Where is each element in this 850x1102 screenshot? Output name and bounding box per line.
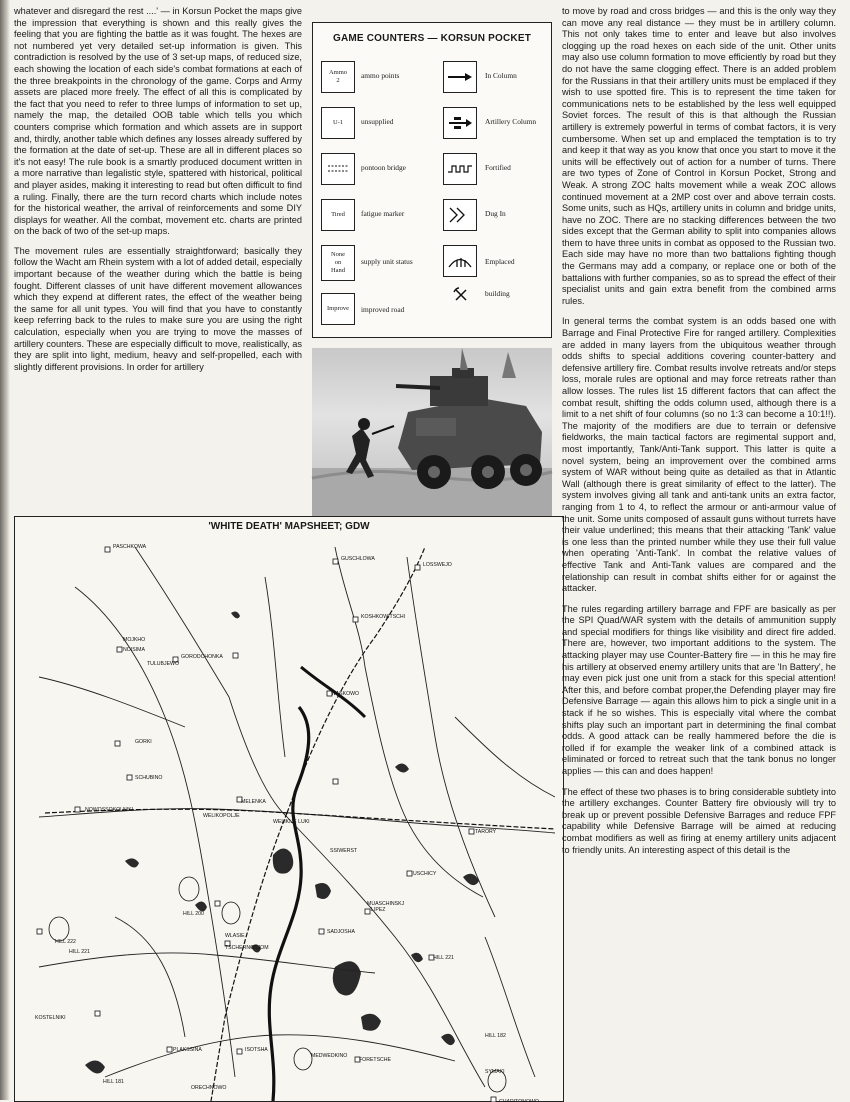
map-town-label: HILL 200 — [183, 911, 204, 917]
map-town-label: MUASCHINSKJ — [367, 901, 405, 907]
supply-status-chip — [321, 245, 355, 281]
counter-label: supply unit status — [361, 257, 413, 266]
ammo-counter-chip — [321, 61, 355, 93]
armoured-car-photo — [312, 348, 552, 518]
counter-row-improve — [313, 287, 549, 327]
counter-label: ammo points — [361, 71, 400, 80]
unsupplied-counter-chip — [321, 107, 355, 139]
fortified-icon — [443, 153, 477, 185]
counter-label-right: In Column — [485, 71, 517, 80]
paragraph-artillery-barrage: The rules regarding artillery barrage and FPF are basically as per the SPI Quad/WAR system with the details of ammunition supply and special modifiers for things like visibility and direct fire added. There are, however, two important additions to the system. The attacking player may use Counter-Battery fire — in this he may fire his artillery at observed enemy artillery units that are 'In Battery', he may even pick just one unit from a stack for this special attention! After this, and before combat proper,the Defending player may fire Defensive Barrage — again this allows him to pick a single unit in a stack if he so wishes. This is especially vital where the combat shifts play such an important part in determining the final combat odds. A good attack can be really hammered before the die is rolled if for example the weaker link of a combined attack is eliminated or forced to retreat such that the tank bonus no longer applies — this can and does happen! — [562, 603, 836, 776]
supply-status-text: None on Hand — [330, 251, 346, 274]
map-town-label: GORKI — [135, 739, 152, 745]
map-town-label: SYMAKI — [485, 1069, 505, 1075]
map-town-label: MELENKA — [241, 799, 266, 805]
map-title: 'WHITE DEATH' MAPSHEET; GDW — [208, 521, 370, 532]
tired-counter-text: Tired — [331, 211, 345, 218]
map-town-label: USCHICY — [413, 871, 437, 877]
map-town-label: WELIKOPOLJE — [203, 813, 240, 819]
shovel-pick-icon — [453, 287, 469, 308]
counter-row-ammo — [313, 57, 549, 97]
map-town-label: FORETSCHE — [359, 1057, 391, 1063]
counter-row-supply — [313, 241, 549, 281]
counter-label: fatigue marker — [361, 209, 405, 218]
map-town-label: PASCHKOWA — [113, 544, 147, 550]
counter-label: improved road — [361, 305, 405, 314]
map-town-label: MEDWEDKINO — [311, 1053, 348, 1059]
map-town-label: NOISIMA — [123, 647, 145, 653]
counter-label: pontoon bridge — [361, 163, 406, 172]
map-town-label: TULUBJEWO — [147, 661, 179, 667]
counter-row-unsupplied — [313, 103, 549, 143]
paragraph-phases-effect: The effect of these two phases is to bring considerable subtlety into the artillery exchanges. Counter Battery fire obviously will try to break up or prevent possible Defensive Barrages and reduce FPF capability while Defensive Barrage will be aimed at reducing combat modifiers as well as firing at enemy artillery units adjacent to friendly units. An interesting aspect of this detail is the — [562, 786, 836, 855]
map-town-label: WLASIE — [225, 933, 245, 939]
artillery-column-icon — [443, 107, 477, 139]
dug-in-icon — [443, 199, 477, 231]
article-column-right — [562, 6, 836, 865]
map-town-label: LIPEZ — [371, 907, 386, 913]
map-town-label: WELIKIJE LUKI — [273, 819, 310, 825]
map-town-label: GORODCHONKA — [181, 654, 223, 660]
counter-row-tired — [313, 195, 549, 235]
counter-label-right: building — [485, 289, 510, 298]
map-town-label: HILL 221 — [433, 955, 454, 961]
article-column-left — [14, 6, 302, 381]
white-death-mapsheet — [14, 516, 564, 1102]
map-town-label: PLAKSSINA — [173, 1047, 202, 1053]
map-town-label: HILL 221 — [69, 949, 90, 955]
map-town-label: NOWOSSOKOLNIKI — [85, 807, 134, 813]
counter-label-right: Emplaced — [485, 257, 515, 266]
counter-label-right: Artillery Column — [485, 117, 537, 126]
map-town-label: GUSCHLOWA — [341, 556, 375, 562]
map-town-label: KOSHKOWITSCHI — [361, 614, 406, 620]
improve-counter-text: Improve — [326, 305, 350, 312]
map-town-label: TSCHERNOSJOM — [225, 945, 269, 951]
page-spine-shadow — [0, 0, 10, 1100]
game-counters-title: GAME COUNTERS — KORSUN POCKET — [332, 33, 532, 44]
map-town-label: LOSSWEJO — [423, 562, 452, 568]
arrow-right-icon — [443, 61, 477, 93]
map-town-label: MOJKHO — [123, 637, 146, 643]
counter-row-pontoon — [313, 149, 549, 189]
map-town-label: ISOTSHA — [245, 1047, 268, 1053]
game-counters-panel — [312, 22, 552, 338]
map-drawing — [15, 517, 563, 1101]
paragraph-combat-system: In general terms the combat system is an odds based one with Barrage and Final Protective Fire for ranged artillery. Complexities are added in many layers from the ubiquitous weather through odds shifts to special additions covering counter-battery and defensive artillery fire. Combat results involve retreats and/or steps loss, morale rules are optional and may force retreats rather than allow losses. The rules list 15 different factors that can affect the combat result, shifting the odds column used, although there is a limit to a net shift of four columns (so no 1:3 can become a 10:1!!). The majority of the modifiers are due to terrain or defensive fieldworks, the main tactical factors are regimental support and, most importantly, Tank/Anti-Tank support. This latter is quite a novel system, being an improvement over the combined arms system of WAR without being quite as detailed as that in Atlantic Wall (although there is great similarity of effect to the latter). The system involves giving all tank and anti-tank units an extra factor, ranging from 1 to 4, to reflect the armour or anti-armour value of the unit. Some units composed of assault guns without turrets have their value underlined; this means that their attacking 'Tank' value is one less than the printed number while they use their full value when operating 'Anti-Tank'. In combat the relative values of effective Tank and Anti-Tank values are compared and the relationship can result in combat shifts either for or against the attacker. — [562, 316, 836, 594]
counter-label: unsupplied — [361, 117, 394, 126]
unsupplied-counter-text: U-1 — [332, 119, 344, 126]
map-town-label: SCHUBINO — [135, 775, 163, 781]
map-town-label: ORECHNOWO — [191, 1085, 227, 1091]
paragraph-setup-maps: whatever and disregard the rest ....' — in Korsun Pocket the maps give the impression that everything is shown and this really gives the feeling that you are fighting the battle as it was fought. The hexes are not numbered yet very detailed set-up information is given. This contradiction is resolved by the use of 3 set-up maps, of reduced size, each showing the location of each side's combat formations at each of the three breakpoints in the chronology of the game. Corps and Army assets are placed more freely. The effect of all this is complicated by the fact that you need to refer to three lumps of information to set up, namely the map, the detailed OOB table which tells you which counters comprise which formation and which assets are in support and, thirdly, another table which defines any losses already suffered by the formation at the date of set-up. These are all in different places so it's not easy! The rule book is a smartly produced document written in a more narrative than legalistic style, spattered with historical, political and player asides, making it interesting to read but often difficult to find a ruling. Finally, there are the turn record charts which include notes for the historical weather, the arrival of reinforcements and some DIY displays for weather. All the combat, movement etc. charts are printed on the back of two of the set-up maps. — [14, 6, 302, 237]
map-town-label: SSIWERST — [330, 848, 358, 854]
map-town-label: TARORY — [475, 829, 497, 835]
map-town-label: HILL 181 — [103, 1079, 124, 1085]
ammo-counter-text: Ammo 2 — [328, 69, 348, 84]
map-town-label: SADJOSHA — [327, 929, 355, 935]
map-town-label: HILL 222 — [55, 939, 76, 945]
map-town-label: WASKOWO — [331, 691, 360, 697]
map-town-label: HILL 182 — [485, 1033, 506, 1039]
counter-label-right: Dug In — [485, 209, 506, 218]
paragraph-movement-rules: The movement rules are essentially straightforward; basically they follow the Wacht am Rhein system with a lot of added detail, especially important because of the weather during which the battle is being fought. Different classes of unit have different movement allowances which they expend at different rates, the effect of the weather being the same for all unit types. You will find that you have to constantly keep referring back to the rules to make sure you are using the right calculation, especially when you are trying to move the masses of artillery counters. These are especially difficult to move, realistically, as they are split into light, medium, heavy and self-propelled, each with slightly different provisions. In order for artillery — [14, 245, 302, 372]
pontoon-bridge-icon — [321, 153, 355, 185]
counter-label-right: Fortified — [485, 163, 511, 172]
emplaced-icon — [443, 245, 477, 277]
paragraph-artillery-column: to move by road and cross bridges — and this is the only way they can move any real distance — they must be in artillery column. This not only takes time to enter and leave but also involves clogging up the road hexes on each side of the unit. Other units may also use column formation to move efficiently by road but they do not have the same clogging effect. There is an added problem for the Russians in that their artillery units must be emplaced if they wish to use spotted fire. This is to represent the time taken for communications nets to be established by the less well equipped Soviet forces. The result of this is that although the Russian artillery is extremely powerful in terms of combat factors, it is very cumbersome. When set up and emplaced the temptation is to try and keep it that way as you know that once you start to move it the units will be effectively out of action for a number of turns. There are two types of Zone of Control in Korsun Pocket, Strong and Weak. A strong ZOC halts movement while a weak ZOC allows continued movement at a 2MP cost over and above terrain costs. Some units, such as HQs, artillery units in column and bridge units, have no ZOC. There are no stacking differences between the two sides except that the German ability to split into companies allows them to have three units in combat as opposed to the Russian two. Each side may have no more than two battalions fighting though the Germans may add a company, or replace one or both of the battalions with further companies, so as to spread the effect of their specialist units and gain extra benefit from the combined arms rules. — [562, 6, 836, 306]
tired-counter-chip — [321, 199, 355, 231]
improve-counter-chip — [321, 293, 355, 325]
map-town-label: KOSTELNIKI — [35, 1015, 66, 1021]
map-town-label: CHARITONOWO — [499, 1099, 539, 1102]
